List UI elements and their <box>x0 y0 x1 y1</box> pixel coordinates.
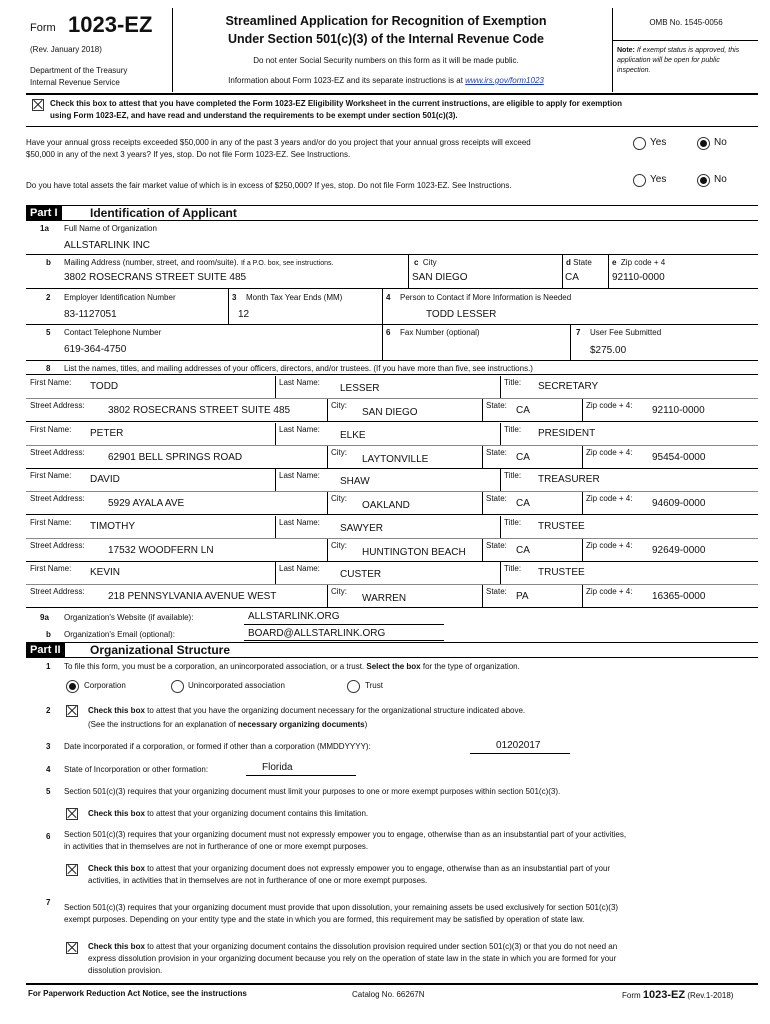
officer-street-label: Street Address: <box>30 494 85 503</box>
officer-zip-label: Zip code + 4: <box>586 448 633 457</box>
officer-first-name-label: First Name: <box>30 564 72 573</box>
officer-city[interactable]: SAN DIEGO <box>362 407 418 418</box>
officer-street[interactable]: 62901 BELL SPRINGS ROAD <box>108 452 243 463</box>
officer-col-divider <box>327 399 328 421</box>
receipts-no-label: No <box>714 137 727 148</box>
dept-treasury: Department of the Treasury <box>30 66 128 75</box>
line-9a-label: Organization's Website (if available): <box>64 613 194 622</box>
officer-title-label: Title: <box>504 378 522 387</box>
officer-city[interactable]: HUNTINGTON BEACH <box>362 547 466 558</box>
officer-first-name-label: First Name: <box>30 518 72 527</box>
officer-zip[interactable]: 94609-0000 <box>652 498 706 509</box>
officer-last-name[interactable]: SAWYER <box>340 523 383 534</box>
receipts-yes-label: Yes <box>650 137 667 148</box>
part2-label: Part II <box>26 643 65 657</box>
p2-line-7-num: 7 <box>46 898 51 907</box>
officer-title[interactable]: SECRETARY <box>538 381 599 392</box>
officer-row-divider <box>26 445 758 446</box>
line-4-label: Person to Contact if More Information is Needed <box>400 293 572 302</box>
receipts-no-radio[interactable] <box>697 137 710 150</box>
line-9b-num: b <box>46 630 51 639</box>
p2-line-4-text: State of Incorporation or other formation: <box>64 765 209 774</box>
p2-line-2-num: 2 <box>46 706 51 715</box>
officer-last-name-label: Last Name: <box>279 378 320 387</box>
line-3-label: Month Tax Year Ends (MM) <box>246 293 343 302</box>
p2-line-6-check1: Check this box to attest that your organizing document does not expressly empower you to engage, otherwise than as an insubstantial part of your <box>88 864 611 873</box>
purpose-limitation-checkbox[interactable] <box>66 808 78 820</box>
footer-form: Form 1023-EZ (Rev.1-2018) <box>622 989 734 1001</box>
officer-state[interactable]: CA <box>516 545 530 556</box>
incorporation-date-value[interactable]: 01202017 <box>496 740 541 751</box>
line-8-num: 8 <box>46 364 51 373</box>
officer-col-divider <box>582 585 583 607</box>
officer-title-label: Title: <box>504 518 522 527</box>
officer-last-name[interactable]: ELKE <box>340 430 366 441</box>
officer-state[interactable]: CA <box>516 405 530 416</box>
officer-row-divider <box>26 607 758 608</box>
officer-first-name-label: First Name: <box>30 425 72 434</box>
officer-col-divider <box>327 539 328 561</box>
officer-first-name-label: First Name: <box>30 471 72 480</box>
line-9b-label: Organization's Email (optional): <box>64 630 175 639</box>
officer-zip-label: Zip code + 4: <box>586 541 633 550</box>
unincorporated-label: Unincorporated association <box>188 681 285 690</box>
officer-title-label: Title: <box>504 425 522 434</box>
city-label: c City <box>414 258 437 267</box>
officer-col-divider <box>582 492 583 514</box>
officer-first-name[interactable]: DAVID <box>90 474 120 485</box>
officer-state-label: State: <box>486 494 507 503</box>
officer-col-divider <box>275 562 276 584</box>
trust-radio[interactable] <box>347 680 360 693</box>
form-revision: (Rev. January 2018) <box>30 45 102 54</box>
officer-state-label: State: <box>486 401 507 410</box>
info-prefix: Information about Form 1023-EZ and its separate instructions is at <box>228 76 463 85</box>
officer-col-divider <box>582 446 583 468</box>
instructions-link[interactable]: www.irs.gov/form1023 <box>465 76 544 85</box>
officer-state[interactable]: CA <box>516 498 530 509</box>
officer-last-name[interactable]: SHAW <box>340 476 370 487</box>
officer-zip[interactable]: 92110-0000 <box>652 405 705 416</box>
part1-title: Identification of Applicant <box>90 206 237 220</box>
line-1b-label <box>64 258 333 267</box>
state-value[interactable]: CA <box>565 272 579 283</box>
line-7-num: 7 <box>576 328 581 337</box>
officer-zip[interactable]: 16365-0000 <box>652 591 706 602</box>
omb-number: OMB No. 1545-0056 <box>649 18 723 27</box>
officer-city[interactable]: LAYTONVILLE <box>362 454 429 465</box>
receipts-question-line1: Have your annual gross receipts exceeded $50,000 in any of the past 3 years and/or do you project that your annual gross receipts will exceed <box>26 138 531 147</box>
officer-state[interactable]: PA <box>516 591 529 602</box>
line-3-num: 3 <box>232 293 237 302</box>
officer-title[interactable]: TREASURER <box>538 474 600 485</box>
part2-title: Organizational Structure <box>90 643 231 657</box>
p2-line-6-check2: activities, in activities that in themselves are not in furtherance of one or more exempt purposes. <box>88 876 428 885</box>
officer-row-divider <box>26 538 758 539</box>
officer-last-name-label: Last Name: <box>279 564 320 573</box>
org-name-value[interactable]: ALLSTARLINK INC <box>64 240 150 251</box>
paperwork-notice: For Paperwork Reduction Act Notice, see the instructions <box>28 989 247 998</box>
contact-person-value[interactable]: TODD LESSER <box>426 309 497 320</box>
officer-title[interactable]: TRUSTEE <box>538 521 585 532</box>
officer-state[interactable]: CA <box>516 452 530 463</box>
officer-city-label: City: <box>331 448 347 457</box>
officer-col-divider <box>482 492 483 514</box>
line-2-label: Employer Identification Number <box>64 293 176 302</box>
officer-zip-label: Zip code + 4: <box>586 587 633 596</box>
officer-street-label: Street Address: <box>30 587 85 596</box>
line-1b-num: b <box>46 258 51 267</box>
p2-line-7-check3: dissolution provision. <box>88 966 163 975</box>
p2-line-5-check: Check this box to attest that your organizing document contains this limitation. <box>88 809 369 818</box>
officer-col-divider <box>482 539 483 561</box>
p2-line-1-text: To file this form, you must be a corporation, an unincorporated association, or a trust. Select the box for the type of organization. <box>64 662 520 671</box>
zip-label: e Zip code + 4 <box>612 258 666 267</box>
form-number: 1023-EZ <box>68 12 153 37</box>
officer-zip[interactable]: 92649-0000 <box>652 545 706 556</box>
officer-first-name[interactable]: TIMOTHY <box>90 521 135 532</box>
officer-city-label: City: <box>331 587 347 596</box>
assets-no-label: No <box>714 174 727 185</box>
p2-line-3-text: Date incorporated if a corporation, or formed if other than a corporation (MMDDYYYY): <box>64 742 371 751</box>
officer-last-name-label: Last Name: <box>279 471 320 480</box>
officer-col-divider <box>582 399 583 421</box>
website-value[interactable]: ALLSTARLINK.ORG <box>248 611 340 622</box>
officer-col-divider <box>582 539 583 561</box>
officer-zip-label: Zip code + 4: <box>586 401 633 410</box>
p2-line-7-check1: Check this box to attest that your organizing document contains the dissolution provision required under section 501(c)(3) or that you do not need an <box>88 942 618 951</box>
line-1b-sub: If a P.O. box, see instructions. <box>240 260 334 267</box>
line-1b-main: Mailing Address (number, street, and room/suite). <box>64 258 239 267</box>
officer-zip[interactable]: 95454-0000 <box>652 452 706 463</box>
p2-line-4-num: 4 <box>46 765 51 774</box>
eligibility-text1: Check this box to attest that you have completed the Form 1023-EZ Eligibility Worksheet in the current instructions, are eligible to apply for exemption <box>50 99 622 108</box>
officer-city[interactable]: OAKLAND <box>362 500 410 511</box>
officer-last-name[interactable]: CUSTER <box>340 569 382 580</box>
officer-col-divider <box>500 469 501 491</box>
officer-city-label: City: <box>331 494 347 503</box>
officer-first-name[interactable]: PETER <box>90 428 124 439</box>
officer-state-label: State: <box>486 541 507 550</box>
officer-last-name-label: Last Name: <box>279 518 320 527</box>
form-title-line2: Under Section 501(c)(3) of the Internal Revenue Code <box>227 32 545 46</box>
assets-yes-radio[interactable] <box>633 174 646 187</box>
line-5-num: 5 <box>46 328 51 337</box>
officer-state-label: State: <box>486 448 507 457</box>
officer-col-divider <box>327 585 328 607</box>
p2-line-7-text1: Section 501(c)(3) requires that your organizing document must provide that upon dissolution, your remaining assets be used exclusively for section 501(c)(3) <box>64 903 619 912</box>
zip-value[interactable]: 92110-0000 <box>612 272 665 283</box>
eligibility-checkbox[interactable] <box>32 99 44 111</box>
info-line <box>176 76 596 85</box>
corporation-radio[interactable] <box>66 680 79 693</box>
officer-col-divider <box>500 562 501 584</box>
officer-col-divider <box>275 376 276 398</box>
organizing-doc-checkbox[interactable] <box>66 705 78 717</box>
officer-col-divider <box>482 399 483 421</box>
dissolution-checkbox[interactable] <box>66 942 78 954</box>
officer-title[interactable]: PRESIDENT <box>538 428 596 439</box>
form-title-line1: Streamlined Application for Recognition of Exemption <box>225 14 547 28</box>
form-word: Form <box>30 22 56 34</box>
p2-line-2-sub: (See the instructions for an explanation of necessary organizing documents) <box>88 720 368 729</box>
officer-city-label: City: <box>331 401 347 410</box>
officer-street-label: Street Address: <box>30 401 85 410</box>
trust-label: Trust <box>365 681 383 690</box>
assets-yes-label: Yes <box>650 174 667 185</box>
officer-col-divider <box>482 585 483 607</box>
line-1a-label: Full Name of Organization <box>64 224 157 233</box>
p2-line-2-text: Check this box to attest that you have the organizing document necessary for the organizational structure indicated above. <box>88 706 526 715</box>
officer-row-divider <box>26 491 758 492</box>
catalog-number: Catalog No. 66267N <box>352 990 425 999</box>
officer-first-name[interactable]: TODD <box>90 381 119 392</box>
line-8-label: List the names, titles, and mailing addresses of your officers, directors, and/or trustees. (If you have more than five, see instructions.) <box>64 364 533 373</box>
line-2-num: 2 <box>46 293 51 302</box>
note-label: Note: <box>617 47 635 54</box>
officer-col-divider <box>275 469 276 491</box>
officer-first-name[interactable]: KEVIN <box>90 567 121 578</box>
dept-irs: Internal Revenue Service <box>30 78 120 87</box>
officer-col-divider <box>275 516 276 538</box>
mailing-address-value[interactable]: 3802 ROSECRANS STREET SUITE 485 <box>64 272 247 283</box>
ein-value[interactable]: 83-1127051 <box>64 309 117 320</box>
city-value[interactable]: SAN DIEGO <box>412 272 468 283</box>
part1-label: Part I <box>26 206 62 220</box>
line-5-label: Contact Telephone Number <box>64 328 162 337</box>
officer-zip-label: Zip code + 4: <box>586 494 633 503</box>
p2-line-6-text1: Section 501(c)(3) requires that your organizing document must not expressly empower you to engage, otherwise than as an insubstantial part of your activities, <box>64 830 627 839</box>
line-4-num: 4 <box>386 293 391 302</box>
officer-title-label: Title: <box>504 564 522 573</box>
officer-col-divider <box>327 446 328 468</box>
officer-street-label: Street Address: <box>30 541 85 550</box>
p2-line-3-num: 3 <box>46 742 51 751</box>
officer-row-divider <box>26 468 758 469</box>
phone-value[interactable]: 619-364-4750 <box>64 344 127 355</box>
tax-month-value[interactable]: 12 <box>238 309 250 320</box>
user-fee-value[interactable]: $275.00 <box>590 345 627 356</box>
officer-col-divider <box>327 492 328 514</box>
public-note <box>617 46 755 76</box>
officer-street-label: Street Address: <box>30 448 85 457</box>
officer-row-divider <box>26 421 758 422</box>
p2-line-7-check2: express dissolution provision in your organizing document because you rely on the operation of state law in the state in which you are formed for your <box>88 954 617 963</box>
formation-state-value[interactable]: Florida <box>262 762 293 773</box>
p2-line-6-num: 6 <box>46 832 51 841</box>
line-9a-num: 9a <box>40 613 49 622</box>
officer-row-divider <box>26 514 758 515</box>
officer-street[interactable]: 3802 ROSECRANS STREET SUITE 485 <box>108 405 291 416</box>
officer-col-divider <box>275 423 276 445</box>
line-6-label: Fax Number (optional) <box>400 328 480 337</box>
corporation-label: Corporation <box>84 681 126 690</box>
line-6-num: 6 <box>386 328 391 337</box>
officer-col-divider <box>500 516 501 538</box>
line-1a-num: 1a <box>40 224 49 233</box>
officer-title-label: Title: <box>504 471 522 480</box>
officer-col-divider <box>500 376 501 398</box>
email-value[interactable]: BOARD@ALLSTARLINK.ORG <box>248 628 386 639</box>
officer-row-divider <box>26 584 758 585</box>
officer-street[interactable]: 17532 WOODFERN LN <box>108 545 214 556</box>
officer-street[interactable]: 218 PENNSYLVANIA AVENUE WEST <box>108 591 277 602</box>
receipts-yes-radio[interactable] <box>633 137 646 150</box>
ssn-warning: Do not enter Social Security numbers on this form as it will be made public. <box>253 56 519 65</box>
state-label: d State <box>566 258 592 267</box>
p2-line-5-num: 5 <box>46 787 51 796</box>
p2-line-6-text2: in activities that in themselves are not in furtherance of one or more exempt purposes. <box>64 842 369 851</box>
unincorporated-radio[interactable] <box>171 680 184 693</box>
eligibility-text2: using Form 1023-EZ, and have read and understand the requirements to be exempt under section 501(c)(3). <box>50 111 458 120</box>
officer-state-label: State: <box>486 587 507 596</box>
officer-street[interactable]: 5929 AYALA AVE <box>108 498 185 509</box>
officer-first-name-label: First Name: <box>30 378 72 387</box>
officer-city[interactable]: WARREN <box>362 593 407 604</box>
p2-line-5-text: Section 501(c)(3) requires that your organizing document must limit your purposes to one or more exempt purposes within section 501(c)(3). <box>64 787 561 796</box>
assets-question: Do you have total assets the fair market value of which is in excess of $250,000? If yes, stop. Do not file Form 1023-EZ. See Instructions. <box>26 181 512 190</box>
officer-row-divider <box>26 398 758 399</box>
officer-title[interactable]: TRUSTEE <box>538 567 585 578</box>
officer-last-name[interactable]: LESSER <box>340 383 380 394</box>
receipts-question-line2: $50,000 in any of the next 3 years? If yes, stop. Do not file Form 1023-EZ. See Instructions. <box>26 150 351 159</box>
note-text: If exempt status is approved, this application will be open for public inspection. <box>617 47 740 74</box>
officer-city-label: City: <box>331 541 347 550</box>
officer-col-divider <box>482 446 483 468</box>
officer-row-divider <box>26 561 758 562</box>
assets-no-radio[interactable] <box>697 174 710 187</box>
no-empowerment-checkbox[interactable] <box>66 864 78 876</box>
officer-col-divider <box>500 423 501 445</box>
p2-line-7-text2: exempt purposes. Depending on your entity type and the state in which you are formed, this requirement may be satisfied by operation of state law. <box>64 915 585 924</box>
officer-last-name-label: Last Name: <box>279 425 320 434</box>
p2-line-1-num: 1 <box>46 662 51 671</box>
line-7-label: User Fee Submitted <box>590 328 662 337</box>
